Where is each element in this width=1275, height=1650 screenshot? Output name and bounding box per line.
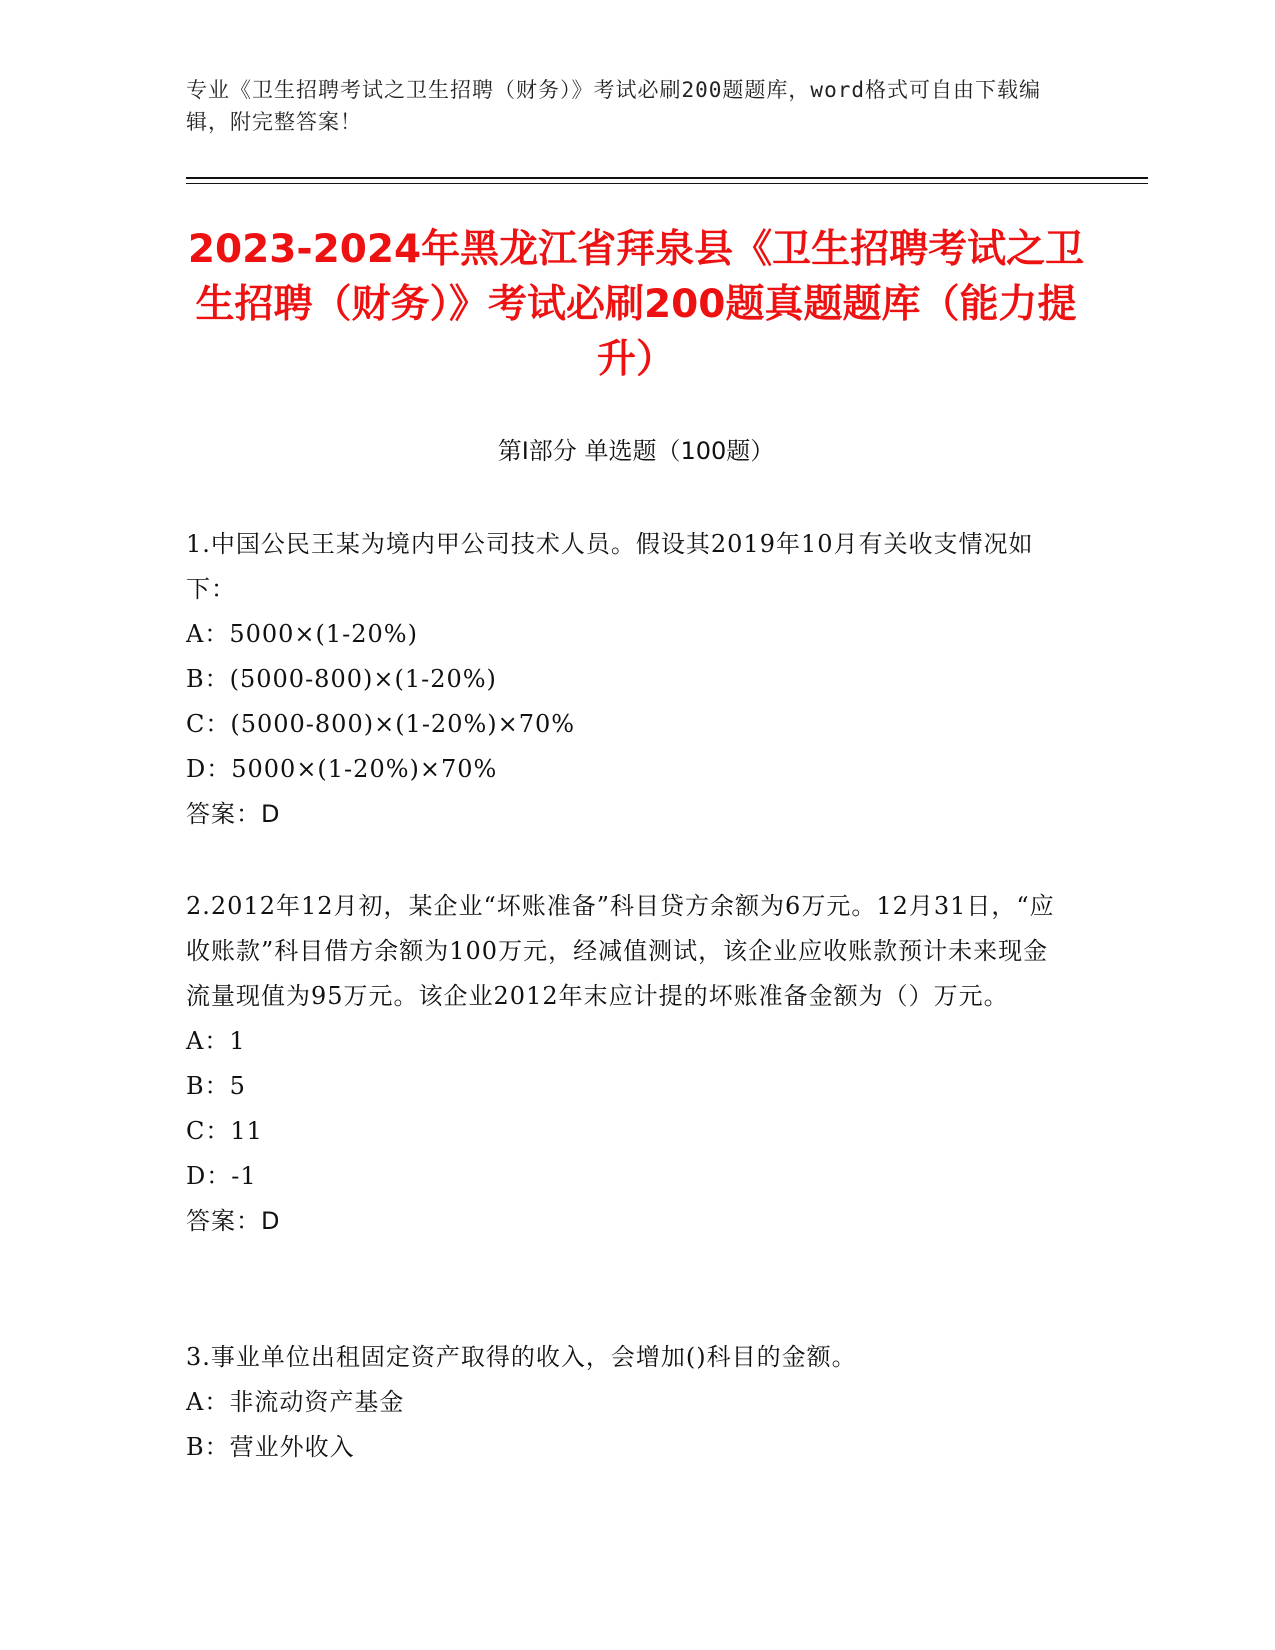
question-text: 3.事业单位出租固定资产取得的收入，会增加()科目的金额。 bbox=[186, 1343, 857, 1371]
option-c: C：11 bbox=[186, 1117, 263, 1145]
header-rule-thin bbox=[186, 183, 1148, 184]
option-b: B：营业外收入 bbox=[186, 1433, 355, 1461]
header-note: 专业《卫生招聘考试之卫生招聘（财务）》考试必刷200题题库，word格式可自由下载编辑，附完整答案！ bbox=[186, 78, 1041, 134]
question-text: 2.2012年12月初，某企业“坏账准备”科目贷方余额为6万元。12月31日，“应收账款”科目借方余额为100万元，经减值测试，该企业应收账款预计未来现金流量现值为95万元。该企业2012年末应计提的坏账准备金额为（）万元。 bbox=[186, 892, 1055, 1010]
section-title: 第Ⅰ部分 单选题（100题） bbox=[497, 437, 775, 465]
option-a: A：非流动资产基金 bbox=[186, 1388, 405, 1416]
question-1 bbox=[186, 522, 1066, 837]
answer: 答案：D bbox=[186, 1207, 281, 1235]
option-c: C：(5000-800)×(1-20%)×70% bbox=[186, 710, 576, 738]
option-d: D：5000×(1-20%)×70% bbox=[186, 755, 498, 783]
question-2 bbox=[186, 884, 1066, 1244]
option-a: A：5000×(1-20%) bbox=[186, 620, 418, 648]
option-a: A：1 bbox=[186, 1027, 246, 1055]
header-rule-thick bbox=[186, 177, 1148, 179]
option-b: B：(5000-800)×(1-20%) bbox=[186, 665, 497, 693]
document-title: 2023-2024年黑龙江省拜泉县《卫生招聘考试之卫生招聘（财务）》考试必刷200题真题题库（能力提升） bbox=[187, 227, 1085, 382]
option-d: D：-1 bbox=[186, 1162, 257, 1190]
option-b: B：5 bbox=[186, 1072, 246, 1100]
question-3 bbox=[186, 1335, 1066, 1470]
question-text: 1.中国公民王某为境内甲公司技术人员。假设其2019年10月有关收支情况如下： bbox=[186, 530, 1034, 603]
answer: 答案：D bbox=[186, 800, 281, 828]
